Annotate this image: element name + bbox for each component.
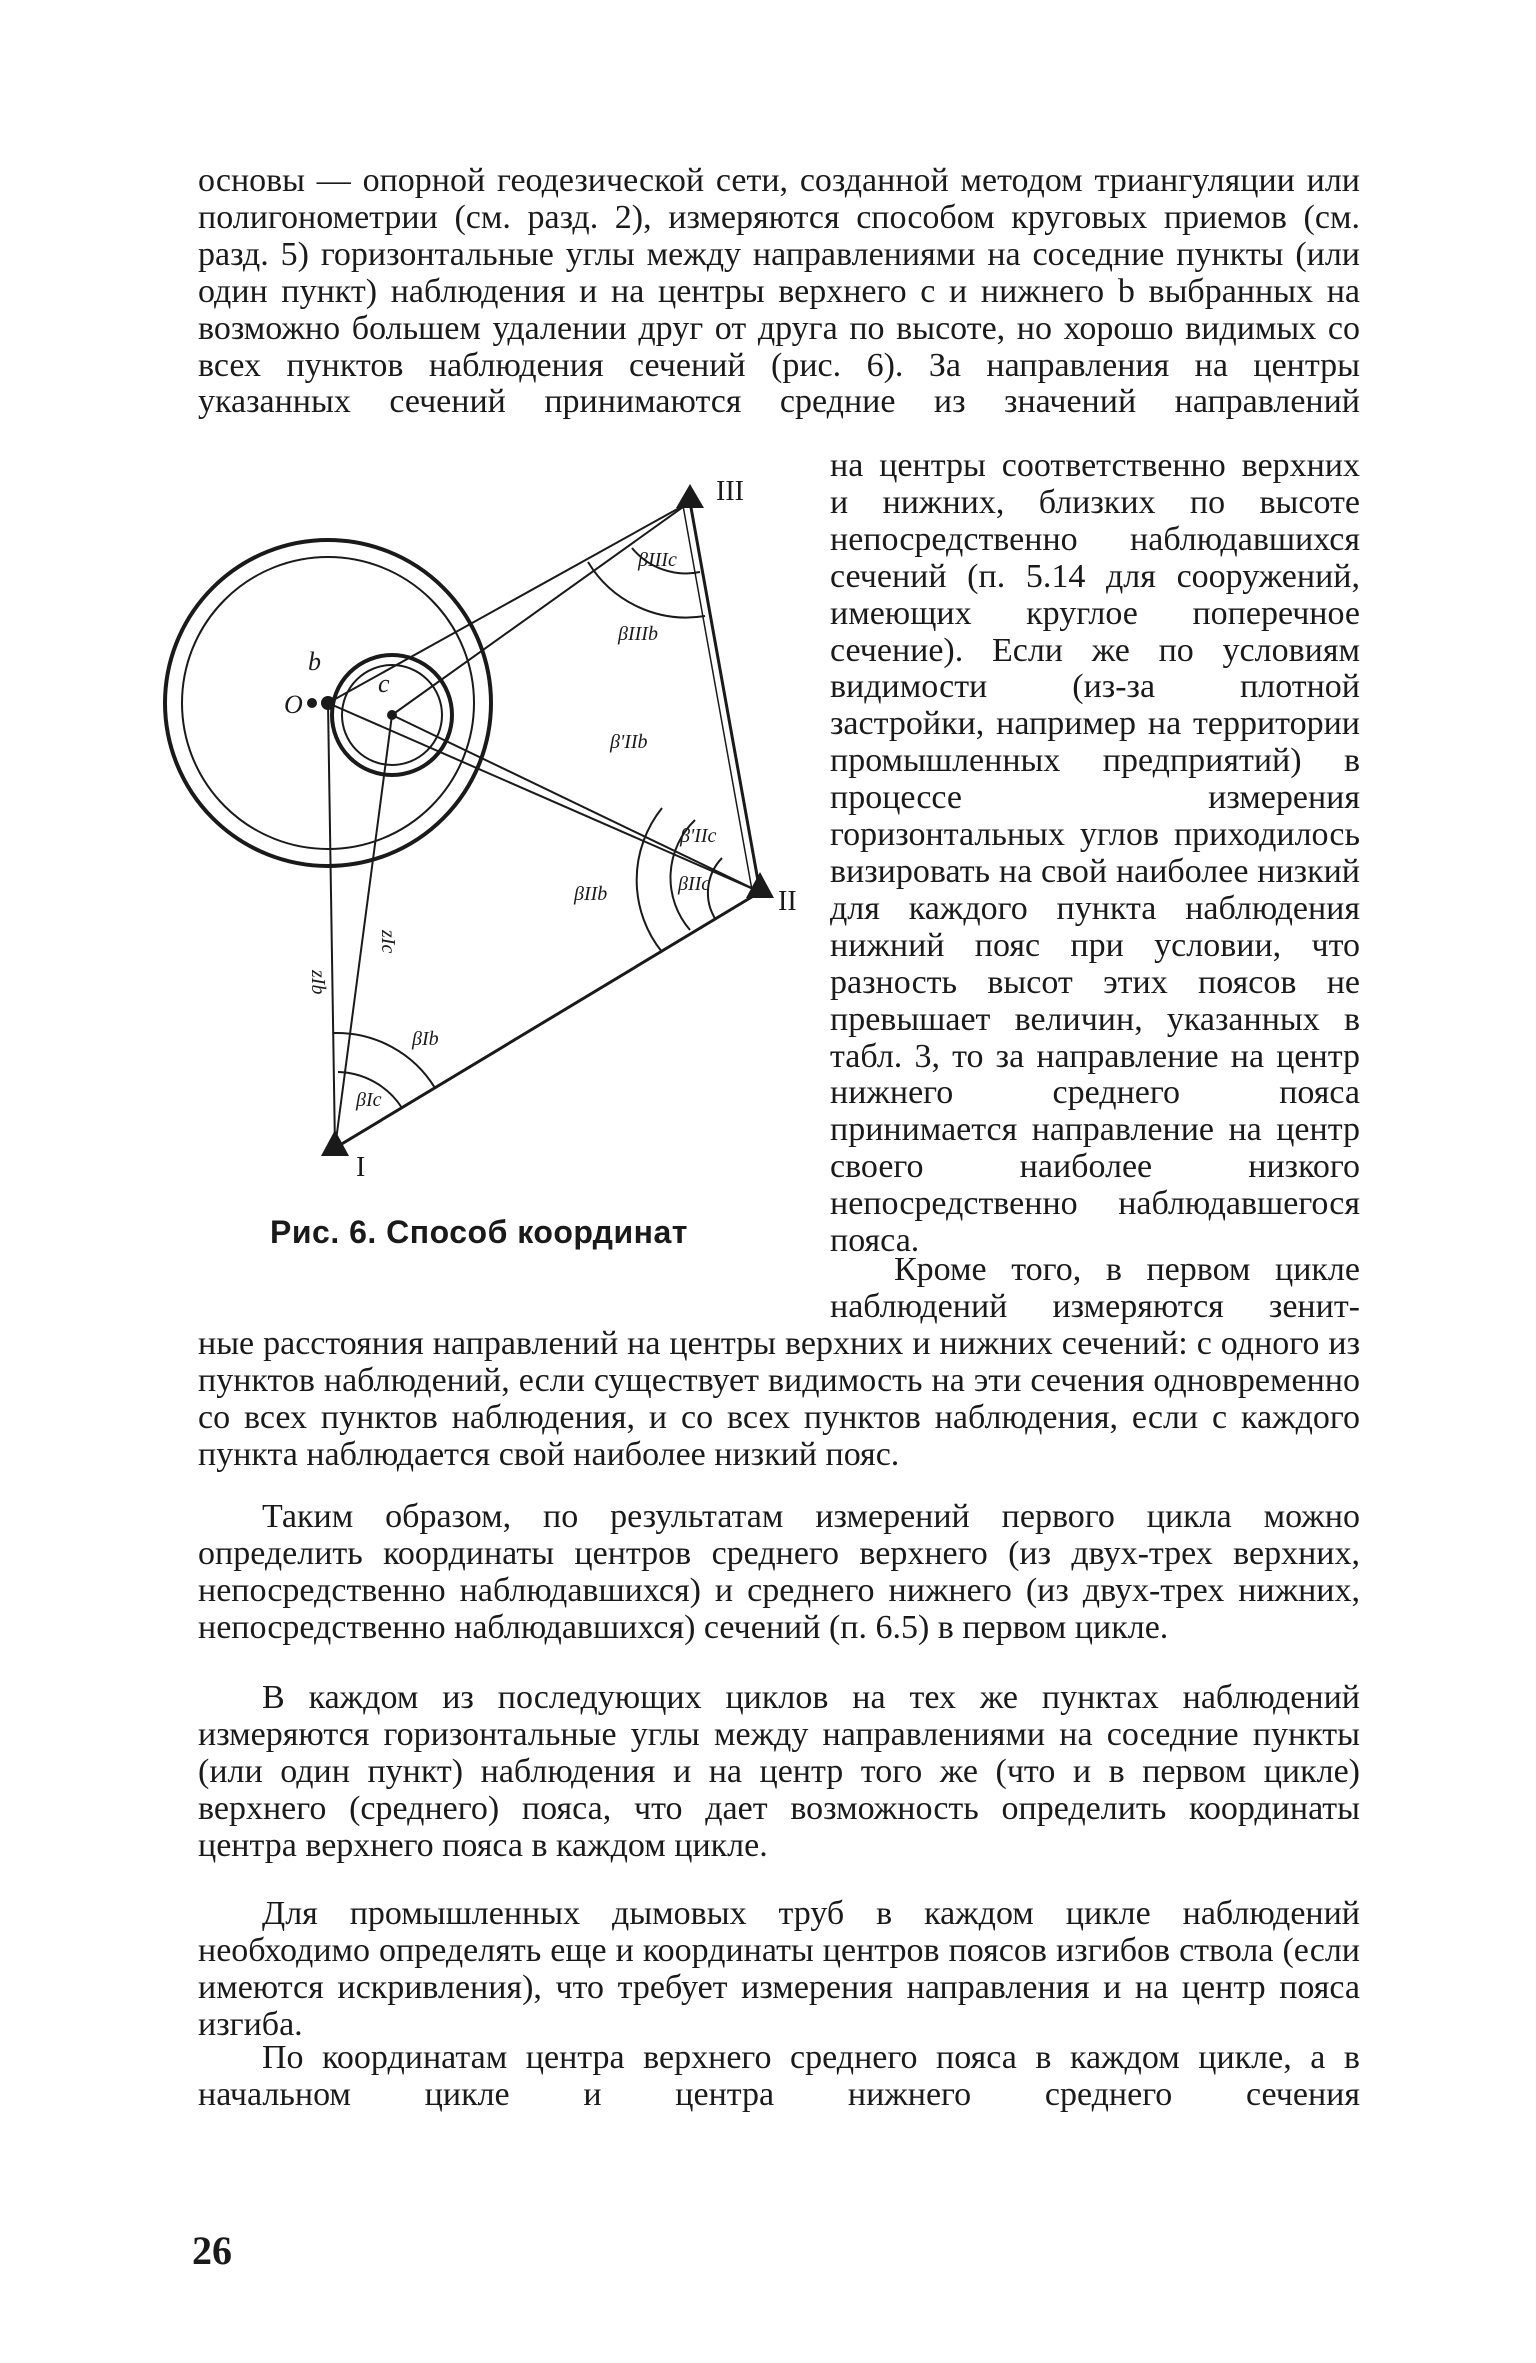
paragraph-dlya: Для промышленных дымовых труб в каждом цикле наблюдений необходимо определять еще и координаты центров поясов изгибов ствола (если имеются искривления), что требует измерения направления и на центр пояса изгиба. [198,1895,1360,2043]
paragraph-krome-continued: ные расстояния направлений на центры верхних и нижних сечений: с одного из пунктов наблюдений, если существует видимость на эти сечения одновременно со всех пунктов наблюдения, и со всех пунктов наблюдения, если с каждого пункта наблюдается свой наиболее низкий пояс. [198,1325,1360,1473]
label-beta-IIIb: βIIIb [618,623,658,645]
paragraph-takim: Таким образом, по результатам измерений первого цикла можно определить координаты центров среднего верхнего (из двух-трех верхних, непосредственно наблюдавшихся) и среднего нижнего (из двух-трех нижних, непосредственно наблюдавшихся) сечений (п. 6.5) в первом цикле. [198,1498,1360,1646]
label-beta-IIc-prime: β'IIc [680,825,717,847]
point-c [387,710,397,720]
paragraph-krome-start: Кроме того, в первом цикле наблюдений измеряются зенит- [830,1251,1360,1325]
label-beta-IIIc: βIIIc [638,549,677,571]
paragraph-v-kazhdom: В каждом из последующих циклов на тех же пунктах наблюдений измеряются горизонтальные углы между направлениями на соседние пункты (или один пункт) наблюдения и на центр того же (что и в первом цикле) верхнего (среднего) пояса, что дает возможность определить координаты центра верхнего пояса в каждом цикле. [198,1679,1360,1864]
label-z-Ib: zIb [307,970,329,995]
figure-coordinate-method [150,470,810,1190]
point-b [321,696,335,710]
label-III: III [716,476,744,507]
label-beta-IIb: βIIb [574,883,608,905]
label-O: O [284,690,303,719]
label-beta-IIb-prime: β'IIb [610,731,648,753]
ray-II-c [392,715,760,892]
label-I: I [356,1152,366,1183]
figure-diagram [150,470,810,1190]
figure-caption: Рис. 6. Способ координат [270,1214,688,1250]
page-number: 26 [192,2228,232,2273]
paragraph-intro: основы — опорной геодезической сети, созданной методом триангуляции или полигонометрии (см. разд. 2), измеряются способом круговых приемов (см. разд. 5) горизонтальные углы между направлениями на соседние пункты (или один пункт) наблюдения и на центры верхнего c и нижнего b выбранных на возможно большем удалении друг от друга по высоте, но хорошо видимых со всех пунктов наблюдения сечений (рис. 6). За направления на центры указанных сечений принимаются средние из значений направлений [198,162,1360,421]
label-c: c [378,669,390,698]
label-z-Ic: zIc [377,930,399,954]
ray-III-c [392,502,690,715]
ray-II-b [328,703,760,892]
label-II: II [778,886,797,917]
label-beta-Ic: βIc [356,1089,382,1111]
point-O [307,698,317,708]
label-beta-IIc: βIIc [678,873,711,895]
ray-I-b [328,703,335,1148]
paragraph-side: на центры соответственно верхних и нижних, близких по высоте непосредственно наблюдавшихся сечений (п. 5.14 для сооружений, имеющих круглое поперечное сечение). Если же по условиям видимости (из-за плотной застройки, например на территории промышленных предприятий) в процессе измерения горизонтальных углов приходилось визировать на свой наиболее низкий для каждого пункта наблюдения нижний пояс при условии, что разность высот этих поясов не превышает величин, указанных в табл. 3, то за направление на центр нижнего среднего пояса принимается направление на центр своего наиболее низкого непосредственно наблюдавшегося пояса. [830,447,1360,1260]
label-beta-Ib: βIb [412,1028,439,1050]
label-b: b [308,647,321,676]
station-III-marker [676,484,704,508]
paragraph-po: По координатам центра верхнего среднего пояса в каждом цикле, а в начальном цикле и центра нижнего среднего сечения [198,2039,1360,2113]
